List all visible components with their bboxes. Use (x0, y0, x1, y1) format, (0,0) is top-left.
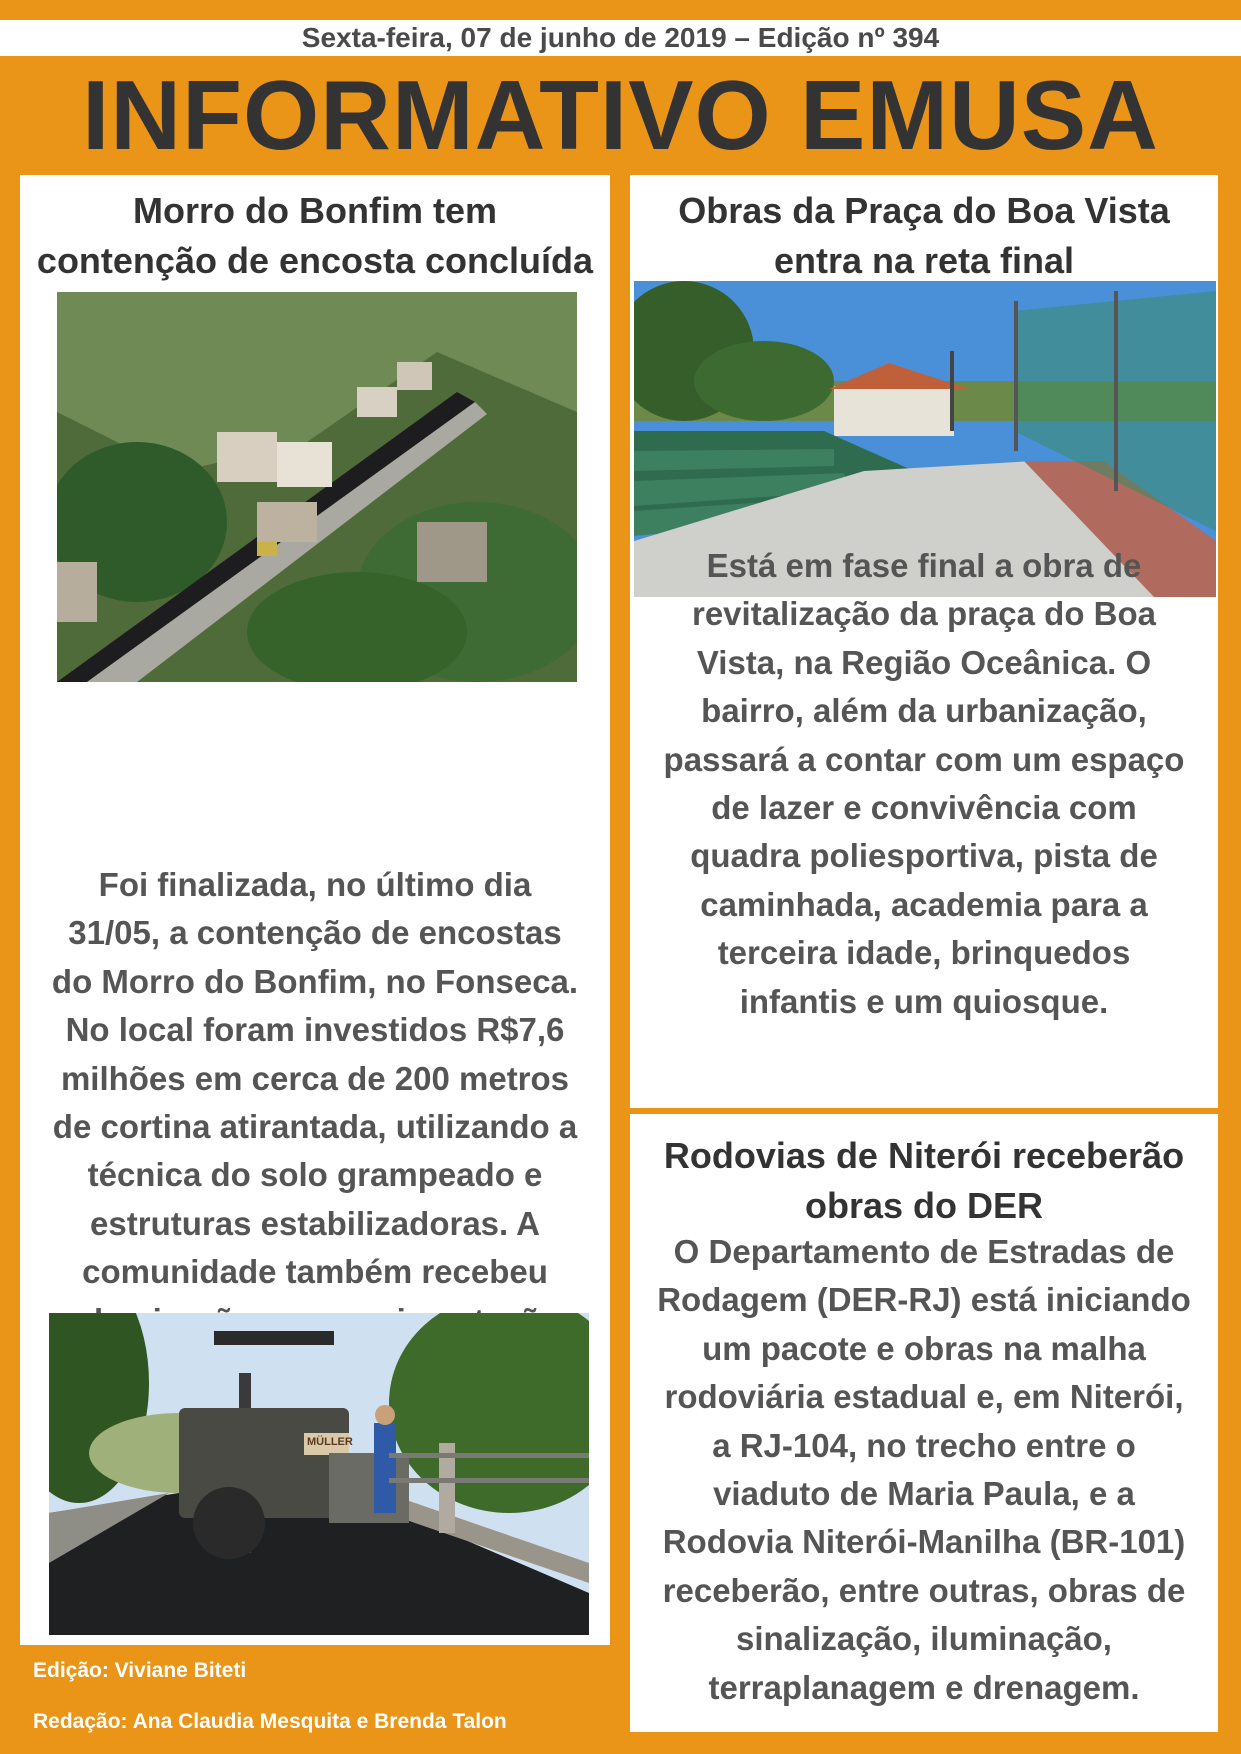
body-line: revitalização da praça do Boa (691, 595, 1156, 633)
body-line: sinalização, iluminação, (736, 1620, 1112, 1658)
body-line: caminhada, academia para a (700, 885, 1148, 923)
body-line: O Departamento de Estradas de (673, 1233, 1175, 1270)
newsletter-title: INFORMATIVO EMUSA (82, 60, 1159, 170)
body-bonfim (20, 618, 610, 642)
credit-edition: Edição: Viviane Biteti (33, 1659, 247, 1682)
article-rodovias (630, 1114, 1218, 1732)
body-line: terceira idade, brinquedos (717, 934, 1131, 972)
date-line: Sexta-feira, 07 de junho de 2019 – Edição nº 394 (0, 20, 1241, 56)
body-line: receberão, entre outras, obras de (662, 1571, 1186, 1609)
body-line: comunidade também recebeu (82, 1253, 548, 1291)
headline-line: Morro do Bonfim tem (133, 190, 497, 231)
body-line: No local foram investidos R$7,6 (65, 1011, 565, 1049)
body-line: Está em fase final a obra de (706, 547, 1142, 584)
body-line: estruturas estabilizadoras. A (90, 1204, 540, 1242)
headline-line: Obras da Praça do Boa Vista (678, 190, 1170, 231)
article-bonfim (20, 175, 610, 1645)
body-line: viaduto de Maria Paula, e a (713, 1475, 1135, 1513)
headline-line: Rodovias de Niterói receberão (663, 1135, 1185, 1176)
body-line: do Morro do Bonfim, no Fonseca. (51, 962, 579, 1000)
body-line: Vista, na Região Oceânica. O (696, 643, 1152, 681)
body-line: 31/05, a contenção de encostas (68, 914, 562, 952)
body-rodovias (630, 1228, 1218, 1712)
body-line: Rodagem (DER-RJ) está iniciando (657, 1281, 1191, 1319)
body-line: a RJ-104, no trecho entre o (712, 1426, 1136, 1464)
roller-brand-label: MÜLLER (307, 1436, 353, 1448)
body-line: um pacote e obras na malha (702, 1329, 1146, 1367)
headline-bonfim (20, 186, 610, 286)
body-line: terraplanagem e drenagem. (708, 1668, 1140, 1706)
headline-rodovias (630, 1131, 1218, 1231)
body-line: Foi finalizada, no último dia (98, 866, 532, 903)
body-line: rodoviária estadual e, em Niterói, (664, 1378, 1184, 1416)
body-line: quadra poliesportiva, pista de (690, 837, 1158, 875)
body-line: milhões em cerca de 200 metros (60, 1059, 570, 1097)
credit-writers: Redação: Ana Claudia Mesquita e Brenda Talon (33, 1710, 507, 1733)
body-line: infantis e um quiosque. (739, 982, 1109, 1020)
body-line: passará a contar com um espaço (663, 740, 1185, 778)
body-line: de lazer e convivência com (711, 789, 1137, 827)
body-line: bairro, além da urbanização, (701, 692, 1147, 730)
body-line: Rodovia Niterói-Manilha (BR-101) (662, 1523, 1186, 1561)
headline-line: entra na reta final (773, 240, 1075, 281)
headline-line: contenção de encosta concluída (36, 240, 594, 281)
headline-line: obras do DER (804, 1185, 1044, 1226)
photo-road-roller (49, 1313, 589, 1635)
body-line: de cortina atirantada, utilizando a (52, 1108, 578, 1146)
body-line: técnica do solo grampeado e (87, 1156, 543, 1194)
headline-boa-vista (630, 186, 1218, 286)
article-boa-vista (630, 175, 1218, 1108)
body-boa-vista (630, 542, 1218, 1026)
